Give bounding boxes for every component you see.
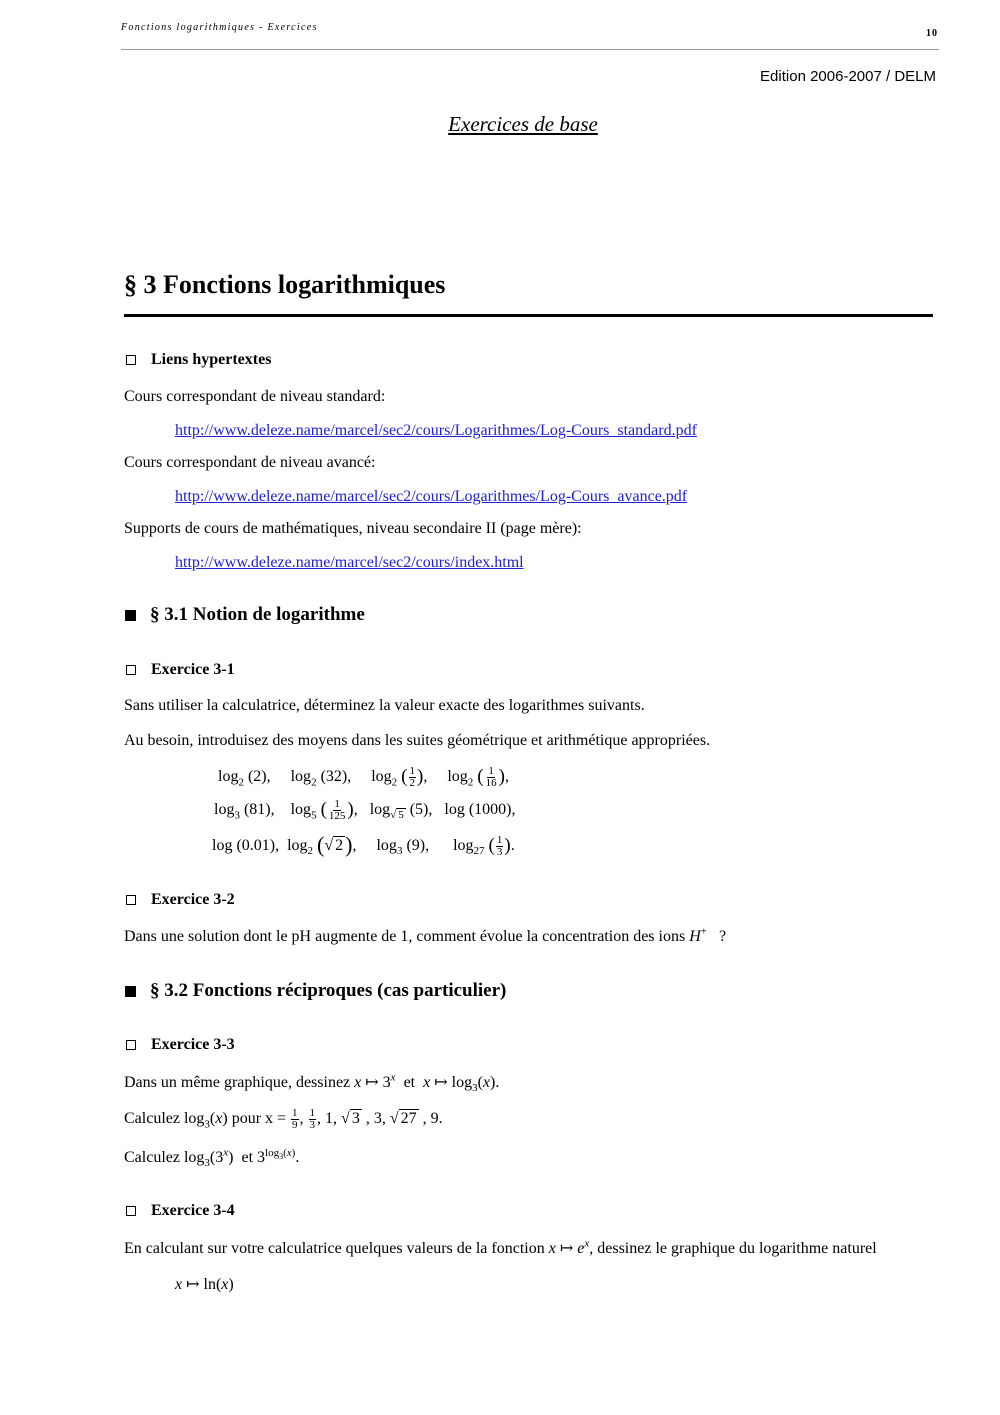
exercise-3-2-heading: [124, 891, 235, 909]
exercise-3-3-line-3-prefix: Calculez: [124, 1149, 180, 1166]
exercise-3-2-label: Exercice 3-2: [151, 891, 235, 908]
chapter-title: § 3 Fonctions logarithmiques: [124, 270, 446, 299]
exercise-3-3-line-2-mid: pour x =: [231, 1110, 287, 1128]
exercise-3-4-heading: [124, 1202, 235, 1220]
question-mark: ?: [718, 928, 727, 945]
section-3-1-heading: [124, 604, 365, 626]
exercise-3-1-line-1: Sans utiliser la calculatrice, déterminez la valeur exacte des logarithmes suivants.: [124, 697, 645, 714]
exercise-3-3-heading: [124, 1036, 235, 1054]
section-3-2-heading: [124, 980, 506, 1002]
edition-label: Edition 2006-2007 / DELM: [760, 68, 936, 85]
exercise-3-3-line-3-mid: et: [241, 1149, 254, 1166]
exercise-3-4-text: En calculant sur votre calculatrice quelques valeurs de la fonction x ↦ $e^x$, dessinez le graphique du logarithme naturel: [124, 1237, 877, 1257]
open-square-icon: [126, 355, 136, 365]
link-label-avance: Cours correspondant de niveau avancé:: [124, 454, 376, 471]
exercise-3-1-label: Exercice 3-1: [151, 661, 235, 678]
formula-row-2: $\log_3 (81)$, $\log_5$ ( $\frac{1}{125}$ ), $\log_{√ 5} (5)$, log (1000),: [214, 798, 516, 822]
page-number: 10: [926, 28, 938, 39]
links-heading-label: Liens hypertextes: [151, 351, 272, 368]
exercise-3-3-line-1-prefix: Dans un même graphique, dessinez: [124, 1074, 351, 1091]
open-square-icon: [126, 895, 136, 905]
exercise-3-1-heading: [124, 661, 235, 679]
exercise-3-3-line-2: Calculez $\log_3(x)$ pour x = $\frac{1}{9}$ , $\frac{1}{3}$ , 1, √ 3 , 3, √ 27 , 9.: [124, 1107, 443, 1131]
exercise-3-4-text-before: En calculant sur votre calculatrice quelques valeurs de la fonction: [124, 1240, 545, 1257]
exercise-3-1-line-2: Au besoin, introduisez des moyens dans les suites géométrique et arithmétique appropriées.: [124, 732, 711, 749]
link-cours-index[interactable]: http://www.deleze.name/marcel/sec2/cours/index.html: [175, 554, 524, 571]
exercise-3-3-line-3: Calculez $\log_3(3^x)$ et $3^{log_3(x)}$.: [124, 1146, 300, 1170]
chapter-divider: [124, 314, 933, 317]
section-3-2-label: § 3.2 Fonctions réciproques (cas particulier): [150, 980, 507, 1001]
exercise-3-3-line-2-prefix: Calculez: [124, 1110, 180, 1128]
exercise-3-3-line-1: Dans un même graphique, dessinez x ↦ 3$^x$ et x ↦ $\log_3(x)$.: [124, 1071, 500, 1095]
ion-symbol: H: [689, 928, 701, 945]
running-header-title: Fonctions logarithmiques - Exercices: [121, 22, 318, 33]
exercise-3-4-text-after: , dessinez le graphique du logarithme naturel: [589, 1240, 877, 1257]
link-label-index: Supports de cours de mathématiques, niveau secondaire II (page mère):: [124, 520, 582, 537]
open-square-icon: [126, 1040, 136, 1050]
link-cours-avance[interactable]: http://www.deleze.name/marcel/sec2/cours/Logarithmes/Log-Cours_avance.pdf: [175, 488, 688, 505]
exercise-3-2-text: [124, 925, 727, 946]
section-3-1-label: § 3.1 Notion de logarithme: [150, 604, 365, 625]
exercise-3-2-body: Dans une solution dont le pH augmente de 1, comment évolue la concentration des ions: [124, 928, 686, 945]
filled-square-icon: [125, 986, 136, 997]
link-cours-standard[interactable]: http://www.deleze.name/marcel/sec2/cours/Logarithmes/Log-Cours_standard.pdf: [175, 422, 697, 439]
header-divider: [121, 49, 939, 50]
document-subtitle: Exercices de base: [448, 112, 598, 136]
ion-charge: +: [700, 925, 707, 938]
exercise-3-3-label: Exercice 3-3: [151, 1036, 235, 1053]
links-heading: [124, 351, 271, 369]
open-square-icon: [126, 1206, 136, 1216]
link-label-standard: Cours correspondant de niveau standard:: [124, 388, 386, 405]
open-square-icon: [126, 665, 136, 675]
exercise-3-4-formula: x ↦ ln(x): [175, 1276, 234, 1293]
filled-square-icon: [125, 610, 136, 621]
formula-row-3: log (0.01), $\log_2$ (√ 2), $\log_3 (9)$, $\log_{27}$ ( $\frac{1}{3}$ ).: [212, 832, 515, 858]
exercise-3-3-line-1-mid: et: [403, 1074, 416, 1091]
formula-row-1: $\log_2 (2)$, $\log_2 (32)$, $\log_2$ ( $\frac{1}{2}$ ), $\log_2$ ( $\frac{1}{16}$ ),: [218, 765, 509, 789]
exercise-3-4-label: Exercice 3-4: [151, 1202, 235, 1219]
